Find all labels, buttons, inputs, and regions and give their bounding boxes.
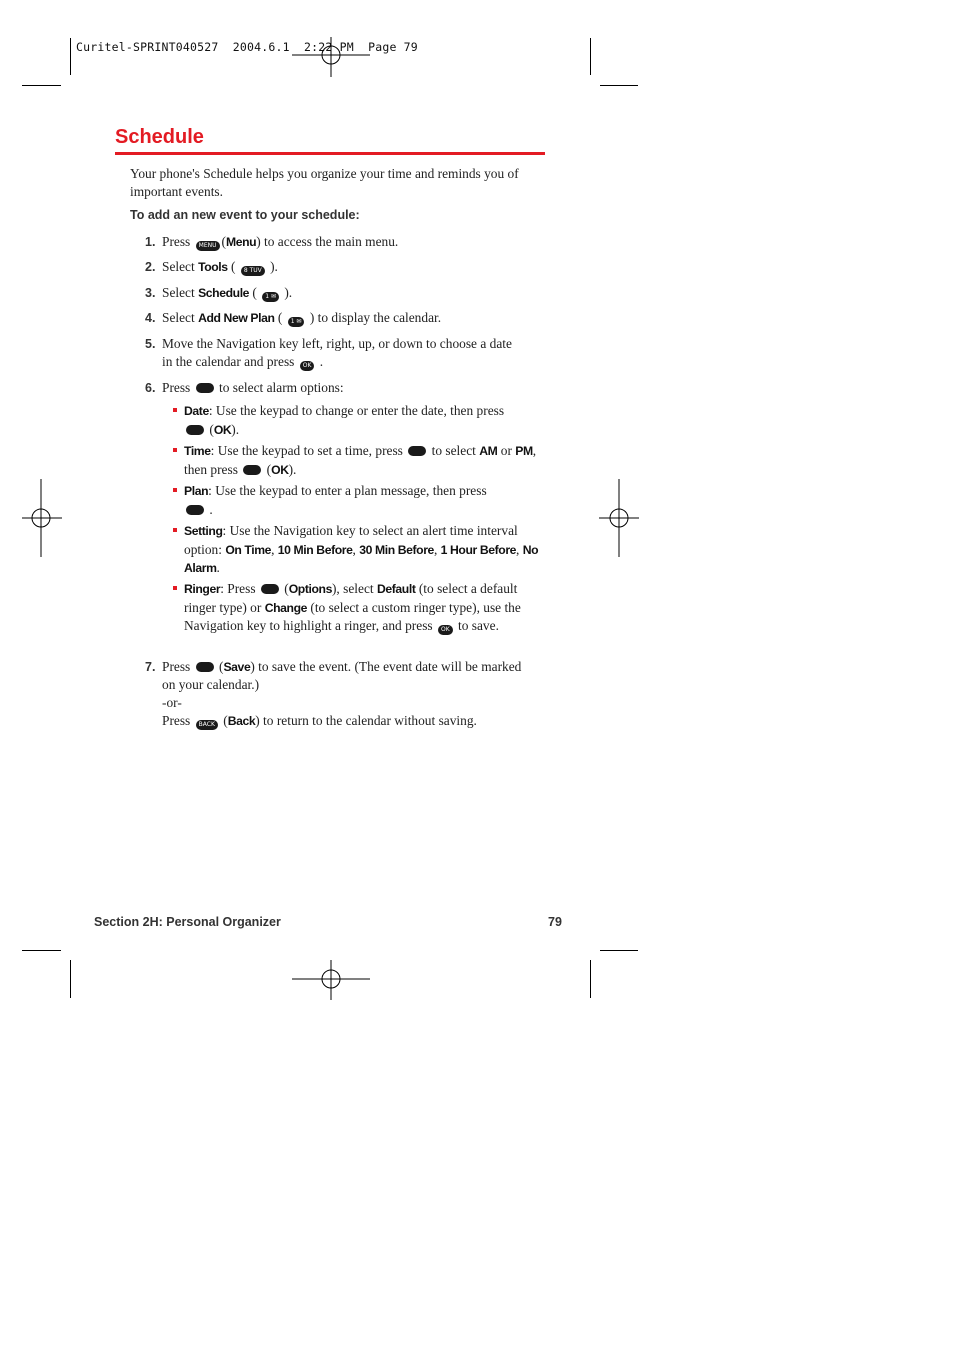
options-label: Options [288, 582, 332, 596]
option-10-min: 10 Min Before [277, 542, 353, 557]
step-5 [145, 335, 525, 371]
menu-label: Menu [225, 235, 257, 249]
bullet-text: ), select [331, 581, 374, 596]
option-on-time: On Time [225, 542, 272, 557]
bullet-text: : Use the keypad to set a time, press [210, 443, 403, 458]
step-text: ) to return to the calendar without saving. [255, 713, 477, 728]
step-text: Press [162, 234, 191, 249]
left-softkey-icon [408, 446, 426, 456]
separator: , [271, 541, 275, 557]
default-label: Default [376, 582, 416, 596]
back-key-icon: BACK [196, 720, 218, 730]
title-rule [115, 152, 545, 155]
change-label: Change [264, 600, 307, 615]
step-text: Select [162, 259, 195, 274]
step-text: Press [162, 659, 191, 674]
ok-key-icon: OK [438, 625, 453, 635]
procedure-heading: To add an new event to your schedule: [130, 208, 360, 222]
option-30-min: 30 Min Before [359, 542, 434, 557]
bullet-marker [173, 586, 177, 590]
tools-label: Tools [198, 260, 228, 274]
time-label: Time [184, 444, 211, 458]
crop-mark [70, 38, 71, 75]
section-footer: Section 2H: Personal Organizer [94, 915, 281, 929]
bullet-text: ). [231, 421, 240, 437]
bullet-ringer: Ringer: Press (Options), select Default (to select a default ringer type) or Change (to select a custom ringer type), use the Navigation key to highlight a ringer, and press OK to save. [173, 580, 545, 635]
step-number: 1. [145, 235, 156, 249]
separator: , [433, 541, 438, 557]
back-label: Back [227, 714, 256, 728]
step-6 [145, 379, 545, 397]
bullet-text: to save. [458, 618, 499, 633]
crop-mark [70, 960, 71, 998]
step-number: 6. [145, 381, 156, 395]
page-number: 79 [548, 915, 562, 929]
registration-mark-icon [292, 960, 370, 1000]
registration-mark-icon [292, 37, 370, 77]
step-text: Select [162, 310, 195, 325]
crop-mark [22, 950, 61, 951]
step-7: 7. Press (Save) to save the event. (The event date will be marked on your calendar.) -or- Press BACK (Back) to return to the calendar without saving. [145, 658, 525, 730]
crop-mark [590, 960, 591, 998]
step-1: 1. Press MENU (Menu) to access the main menu. [145, 234, 399, 249]
menu-key-icon: MENU [196, 241, 220, 251]
key-1-icon: 1 ✉ [262, 292, 279, 302]
bullet-text: . [216, 560, 220, 575]
intro-paragraph: Your phone's Schedule helps you organize your time and reminds you of important events. [130, 166, 519, 199]
bullet-text: or [500, 443, 512, 458]
left-softkey-icon [186, 505, 204, 515]
bullet-text: : Use the keypad to change or enter the date, then press [208, 403, 505, 418]
ok-label: OK [271, 462, 289, 477]
key-1-icon: 1 ✉ [288, 317, 305, 327]
bullet-marker [173, 448, 177, 452]
bullet-text: , then press [184, 443, 537, 477]
ringer-label: Ringer [184, 582, 221, 596]
option-no-alarm: No Alarm [184, 542, 539, 575]
bullet-text: . [209, 501, 213, 517]
step-number: 5. [145, 337, 156, 351]
page-title: Schedule [115, 126, 204, 148]
step-text: ) to display the calendar. [309, 310, 442, 325]
bullet-text: : Use the Navigation key to select an alert time interval option: [184, 523, 518, 557]
setting-label: Setting [184, 524, 223, 538]
step-number: 2. [145, 260, 156, 274]
step-text: . [319, 354, 324, 369]
step-number: 3. [145, 286, 156, 300]
registration-mark-icon [599, 479, 639, 557]
bullet-text: to select [431, 443, 476, 458]
step-text: Move the Navigation key left, right, up, or down to choose a date in the calendar and press [162, 336, 512, 369]
step-text: to access the main menu. [264, 234, 399, 249]
date-label: Date [184, 404, 209, 418]
crop-mark [600, 950, 638, 951]
step-text: Press [162, 713, 191, 728]
key-8-icon: 8 TUV [241, 266, 265, 276]
or-separator: -or- [162, 695, 182, 710]
bullet-text: (to select a custom ringer type), use the Navigation key to highlight a ringer, and press [184, 599, 521, 633]
left-softkey-icon [243, 465, 261, 475]
bullet-plan [173, 482, 493, 518]
ok-key-icon: OK [300, 361, 315, 371]
step-number: 4. [145, 311, 156, 325]
save-label: Save [223, 660, 251, 674]
add-new-plan-label: Add New Plan [198, 311, 275, 325]
bullet-time: Time: Use the keypad to set a time, press to select AM or PM, then press (OK). [173, 442, 545, 479]
bullet-text: : Press [220, 581, 256, 596]
menu-key-icon [261, 584, 279, 594]
bullet-date: Date: Use the keypad to change or enter the date, then press (OK). [173, 402, 513, 439]
schedule-label: Schedule [198, 286, 250, 300]
bullet-text: : Use the keypad to enter a plan message, then press [208, 483, 487, 498]
separator: , [516, 541, 520, 557]
step-text: ). [270, 259, 278, 274]
step-number: 7. [145, 660, 156, 674]
print-header: Curitel-SPRINT040527 2004.6.1 2:22 PM Page 79 [76, 40, 418, 54]
crop-mark [22, 85, 61, 86]
bullet-text: (to select a default ringer type) or [184, 581, 518, 615]
step-text: ) to save the event. (The event date will be marked on your calendar.) [162, 659, 522, 692]
am-label: AM [479, 444, 498, 458]
right-softkey-icon [196, 383, 214, 393]
crop-mark [590, 38, 591, 75]
plan-label: Plan [184, 484, 209, 498]
crop-mark [600, 85, 638, 86]
bullet-marker [173, 488, 177, 492]
step-text: to select alarm options: [219, 380, 344, 395]
bullet-marker [173, 408, 177, 412]
bullet-text: ). [288, 461, 297, 477]
step-text: Press [162, 380, 191, 395]
ok-label: OK [213, 422, 232, 437]
bullet-marker [173, 528, 177, 532]
bullet-setting [173, 522, 545, 578]
registration-mark-icon [22, 479, 62, 557]
step-text: ). [284, 285, 293, 300]
step-2: 2. Select Tools ( 8 TUV ). [145, 259, 278, 274]
step-3: 3. Select Schedule ( 1 ✉ ). [145, 285, 293, 300]
option-1-hour: 1 Hour Before [440, 542, 517, 557]
step-text: Select [162, 285, 195, 300]
left-softkey-icon [186, 425, 204, 435]
step-4: 4. Select Add New Plan ( 1 ✉ ) to display the calendar. [145, 310, 442, 325]
pm-label: PM [515, 444, 533, 458]
left-softkey-icon [196, 662, 214, 672]
separator: , [352, 541, 356, 557]
